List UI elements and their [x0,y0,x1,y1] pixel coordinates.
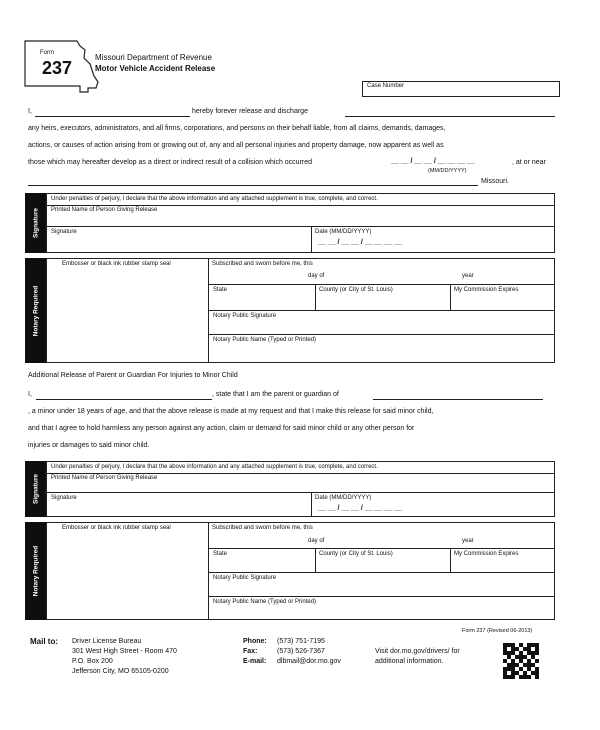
subscribed-text-2: Subscribed and sworn before me, this [212,525,313,531]
embosser-seal-area-2: Embosser or black ink rubber stamp seal [62,525,171,531]
signature-sidebar-label-2: Signature [32,474,39,504]
website-info: additional information. [375,658,444,665]
commission-expires-field-2[interactable]: My Commission Expires [454,551,519,557]
release-line1-prefix: I, [28,108,32,115]
form-title: Motor Vehicle Accident Release [95,64,216,73]
commission-expires-field[interactable]: My Commission Expires [454,287,519,293]
notary-signature-field[interactable]: Notary Public Signature [213,313,277,319]
notary-name-field-2[interactable]: Notary Public Name (Typed or Printed) [213,599,317,605]
phone-number: (573) 751-7195 [277,638,325,645]
signature-block [46,193,555,253]
mail-to-label: Mail to: [30,637,58,646]
collision-date-field[interactable]: __ __ / __ __ / __ __ __ __ [391,158,475,165]
release-line2: any heirs, executors, administrators, and all firms, corporations, and persons on their behalf liable, from all claims, demands, damages, [28,125,446,132]
releasor-name-field[interactable] [35,116,190,117]
mail-address-line3: P.O. Box 200 [72,658,113,665]
release-line4-prefix: those which may hereafter develop as a direct or indirect result of a collision which occurred [28,159,313,166]
notary-sidebar [25,258,46,363]
subscribed-text: Subscribed and sworn before me, this [212,261,313,267]
notary-signature-field-2[interactable]: Notary Public Signature [213,575,277,581]
date-label-2: Date (MM/DD/YYYY) [315,495,372,501]
date-format-label: (MM/DD/YYYY) [428,168,467,174]
minor-line4: injuries or damages to said minor child. [28,442,150,449]
signature-date-field[interactable]: __ __ / __ __ / __ __ __ __ [318,239,402,246]
notary-block-2 [46,522,555,620]
mail-address-line4: Jefferson City, MO 65105-0200 [72,668,169,675]
day-of-field[interactable]: day of [308,273,325,279]
mail-address-line1: Driver License Bureau [72,638,142,645]
minor-section-heading: Additional Release of Parent or Guardian For Injuries to Minor Child [28,372,238,379]
signature-sidebar [25,193,46,253]
notary-sidebar-label: Notary Required [32,285,39,336]
state-field[interactable]: State [213,287,228,293]
county-field-2[interactable]: County (or City of St. Louis) [319,551,393,557]
year-field[interactable]: year [462,273,474,279]
release-line4-suffix: , at or near [512,159,546,166]
notary-name-field[interactable]: Notary Public Name (Typed or Printed) [213,337,317,343]
email-link[interactable]: dlbmail@dor.mo.gov [277,658,341,665]
printed-name-field-2[interactable]: Printed Name of Person Giving Release [51,475,158,481]
phone-label: Phone: [243,638,267,645]
form-number: 237 [42,58,73,78]
release-line5-suffix: Missouri. [481,178,510,185]
case-number-label: Case Number [367,83,405,89]
perjury-statement-2: Under penalties of perjury, I declare that the above information and any attached supplement is true, complete, and correct. [51,464,378,470]
embosser-seal-area: Embosser or black ink rubber stamp seal [62,261,171,267]
email-label: E-mail: [243,658,267,665]
minor-line3: and that I agree to hold harmless any person against any action, claim or demand for said minor child or any other person for [28,425,415,432]
state-field-2[interactable]: State [213,551,228,557]
minor-line2: , a minor under 18 years of age, and that the above release is made at my request and that I make this release for said minor child, [28,408,434,415]
fax-number: (573) 526-7367 [277,648,325,655]
website-link[interactable]: Visit dor.mo.gov/drivers/ for [375,648,460,655]
release-line3: actions, or causes of action arising from or growing out of, any and all personal injuries and property damage, now apparent as well as [28,142,444,149]
year-field-2[interactable]: year [462,538,474,544]
form-revision: Form 237 (Revised 06-2013) [462,628,533,634]
perjury-statement: Under penalties of perjury, I declare that the above information and any attached supplement is true, complete, and correct. [51,196,378,202]
releasee-name-field[interactable] [345,116,555,117]
qr-code-icon [503,643,539,679]
signature-field-2[interactable]: Signature [51,495,77,501]
minor-line1-prefix: I, [28,391,32,398]
printed-name-field[interactable]: Printed Name of Person Giving Release [51,207,158,213]
department-name: Missouri Department of Revenue [95,53,212,62]
day-of-field-2[interactable]: day of [308,538,325,544]
case-number-field[interactable] [362,81,560,97]
signature-sidebar-label: Signature [32,208,39,238]
parent-name-field[interactable] [36,399,212,400]
date-label: Date (MM/DD/YYYY) [315,229,372,235]
county-field[interactable]: County (or City of St. Louis) [319,287,393,293]
signature-date-field-2[interactable]: __ __ / __ __ / __ __ __ __ [318,505,402,512]
notary-sidebar-2 [25,522,46,620]
minor-name-field[interactable] [373,399,543,400]
form-label: Form [40,50,54,56]
mail-address-line2: 301 West High Street - Room 470 [72,648,177,655]
location-field[interactable] [28,185,478,186]
release-line1-suffix: hereby forever release and discharge [192,108,308,115]
fax-label: Fax: [243,648,258,655]
minor-line1-mid: , state that I am the parent or guardian of [212,391,339,398]
signature-sidebar-2 [25,461,46,517]
notary-sidebar-label-2: Notary Required [32,545,39,597]
signature-field[interactable]: Signature [51,229,77,235]
